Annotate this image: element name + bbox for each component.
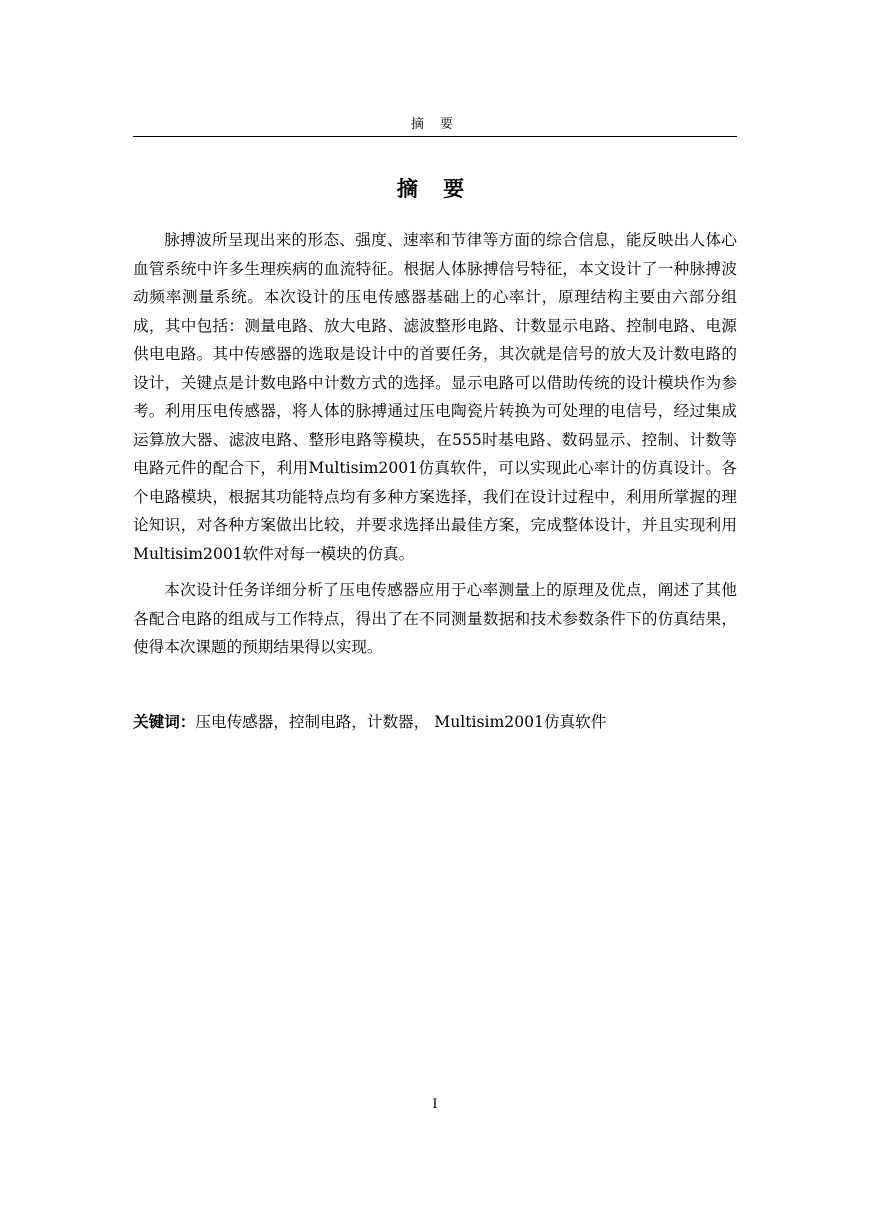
- abstract-paragraph-1: 脉搏波所呈现出来的形态、强度、速率和节律等方面的综合信息，能反映出人体心血管系统中许多生理疾病的血流特征。根据人体脉搏信号特征，本文设计了一种脉搏波动频率测量系统。本次设计的压电传感器基础上的心率计，原理结构主要由六部分组成，其中包括：测量电路、放大电路、滤波整形电路、计数显示电路、控制电路、电源供电电路。其中传感器的选取是设计中的首要任务，其次就是信号的放大及计数电路的设计，关键点是计数电路中计数方式的选择。显示电路可以借助传统的设计模块作为参考。利用压电传感器，将人体的脉搏通过压电陶瓷片转换为可处理的电信号，经过集成运算放大器、滤波电路、整形电路等模块，在555时基电路、数码显示、控制、计数等电路元件的配合下，利用Multisim2001仿真软件，可以实现此心率计的仿真设计。各个电路模块，根据其功能特点均有多种方案选择，我们在设计过程中，利用所掌握的理论知识，对各种方案做出比较，并要求选择出最佳方案，完成整体设计，并且实现利用Multisim2001软件对每一模块的仿真。: [133, 231, 737, 563]
- abstract-body: [133, 226, 737, 670]
- header-rule: [133, 136, 737, 137]
- keywords-line: [133, 708, 737, 736]
- page-title: 摘 要: [396, 177, 474, 201]
- running-header: 摘 要: [410, 117, 460, 132]
- page-number: I: [432, 1097, 438, 1112]
- abstract-paragraph-2: 本次设计任务详细分析了压电传感器应用于心率测量上的原理及优点，阐述了其他各配合电路的组成与工作特点，得出了在不同测量数据和技术参数条件下的仿真结果，使得本次课题的预期结果得以实现。: [133, 581, 737, 656]
- keywords-text: 压电传感器，控制电路，计数器， Multisim2001仿真软件: [195, 713, 607, 731]
- keywords-label: 关键词：: [133, 713, 196, 731]
